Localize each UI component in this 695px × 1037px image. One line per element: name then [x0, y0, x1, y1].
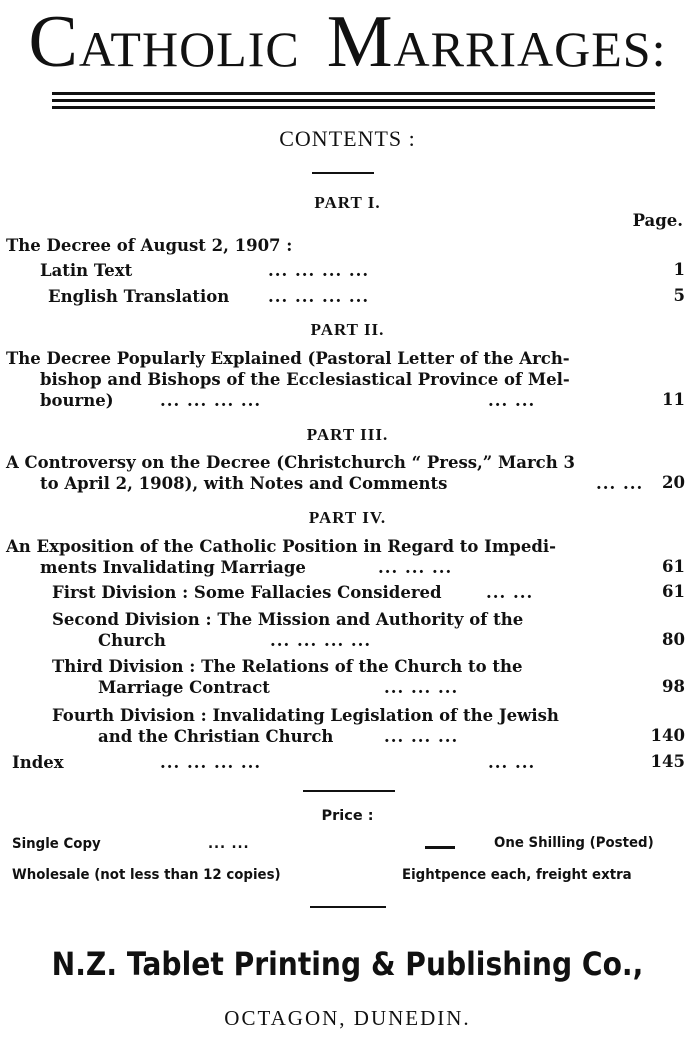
- contents-heading: CONTENTS :: [279, 126, 416, 151]
- title-initial-m: M: [326, 1, 394, 83]
- part-1-heading: PART I.: [314, 193, 381, 212]
- toc-leader: ... ... ... ...: [160, 753, 262, 772]
- toc-fourth-division-line-2: and the Christian Church: [98, 727, 334, 746]
- title-word-catholic: ATHOLIC: [78, 21, 300, 77]
- price-heading: Price :: [321, 808, 374, 824]
- toc-popular-line-3: bourne): [40, 391, 114, 410]
- publisher-name: N.Z. Tablet Printing & Publishing Co.,: [51, 945, 644, 983]
- price-single-copy-label: Single Copy: [12, 836, 101, 852]
- price-rule: [310, 906, 386, 908]
- toc-page-number: 80: [662, 630, 685, 649]
- toc-page-number: 61: [662, 557, 685, 576]
- toc-leader: ... ...: [488, 753, 536, 772]
- toc-page-number: 11: [662, 390, 685, 409]
- toc-leader: ... ... ... ...: [268, 261, 370, 280]
- publisher-address: OCTAGON, DUNEDIN.: [224, 1006, 471, 1030]
- toc-page-number: 145: [650, 752, 685, 771]
- title-colon: :: [651, 21, 667, 77]
- toc-leader: ... ... ...: [378, 558, 453, 577]
- toc-decree-heading: The Decree of August 2, 1907 :: [6, 236, 293, 255]
- index-rule: [303, 790, 395, 792]
- toc-leader: ... ... ... ...: [270, 631, 372, 650]
- price-wholesale-label: Wholesale (not less than 12 copies): [12, 867, 281, 883]
- toc-third-division-line-1: Third Division : The Relations of the Church to the: [52, 657, 523, 676]
- toc-second-division-line-1: Second Division : The Mission and Authority of the: [52, 610, 524, 629]
- toc-page-number: 20: [662, 473, 685, 492]
- title-word-marriages: ARRIAGES: [393, 21, 652, 77]
- toc-popular-line-2: bishop and Bishops of the Ecclesiastical Province of Mel-: [40, 370, 570, 389]
- toc-first-division: First Division : Some Fallacies Considered: [52, 583, 442, 602]
- title-rule-3: [52, 106, 655, 109]
- price-wholesale-value: Eightpence each, freight extra: [402, 867, 632, 883]
- toc-leader: ... ...: [488, 391, 536, 410]
- main-title: [0, 2, 695, 89]
- toc-leader: ... ... ...: [384, 727, 459, 746]
- toc-exposition-line-1: An Exposition of the Catholic Position in Regard to Impedi-: [6, 537, 556, 556]
- toc-controversy-line-2: to April 2, 1908), with Notes and Comments: [40, 474, 448, 493]
- toc-page-number: 1: [673, 260, 685, 279]
- price-dash: [425, 846, 455, 849]
- toc-page-number: 98: [662, 677, 685, 696]
- toc-fourth-division-line-1: Fourth Division : Invalidating Legislation of the Jewish: [52, 706, 559, 725]
- toc-second-division-line-2: Church: [98, 631, 166, 650]
- title-rule-2: [52, 99, 655, 102]
- toc-index: Index: [12, 753, 64, 772]
- contents-rule: [312, 172, 374, 174]
- title-initial-c: C: [28, 1, 79, 83]
- toc-page-number: 61: [662, 582, 685, 601]
- toc-controversy-line-1: A Controversy on the Decree (Christchurch “ Press,” March 3: [6, 453, 575, 472]
- toc-leader: ... ...: [596, 474, 644, 493]
- toc-leader: ... ... ... ...: [160, 391, 262, 410]
- toc-leader: ... ... ... ...: [268, 287, 370, 306]
- part-2-heading: PART II.: [310, 320, 385, 339]
- toc-exposition-line-2: ments Invalidating Marriage: [40, 558, 306, 577]
- price-single-copy-value: One Shilling (Posted): [494, 835, 654, 851]
- toc-page-number: 140: [650, 726, 685, 745]
- toc-latin-text: Latin Text: [40, 261, 133, 280]
- page-column-heading: Page.: [632, 211, 683, 230]
- part-3-heading: PART III.: [306, 425, 389, 444]
- toc-page-number: 5: [673, 286, 685, 305]
- toc-leader: ... ...: [486, 583, 534, 602]
- part-4-heading: PART IV.: [308, 508, 387, 527]
- toc-third-division-line-2: Marriage Contract: [98, 678, 270, 697]
- title-rule-1: [52, 92, 655, 95]
- toc-popular-line-1: The Decree Popularly Explained (Pastoral Letter of the Arch-: [6, 349, 570, 368]
- price-leader: ... ...: [208, 836, 250, 852]
- toc-leader: ... ... ...: [384, 678, 459, 697]
- toc-english-translation: English Translation: [48, 287, 230, 306]
